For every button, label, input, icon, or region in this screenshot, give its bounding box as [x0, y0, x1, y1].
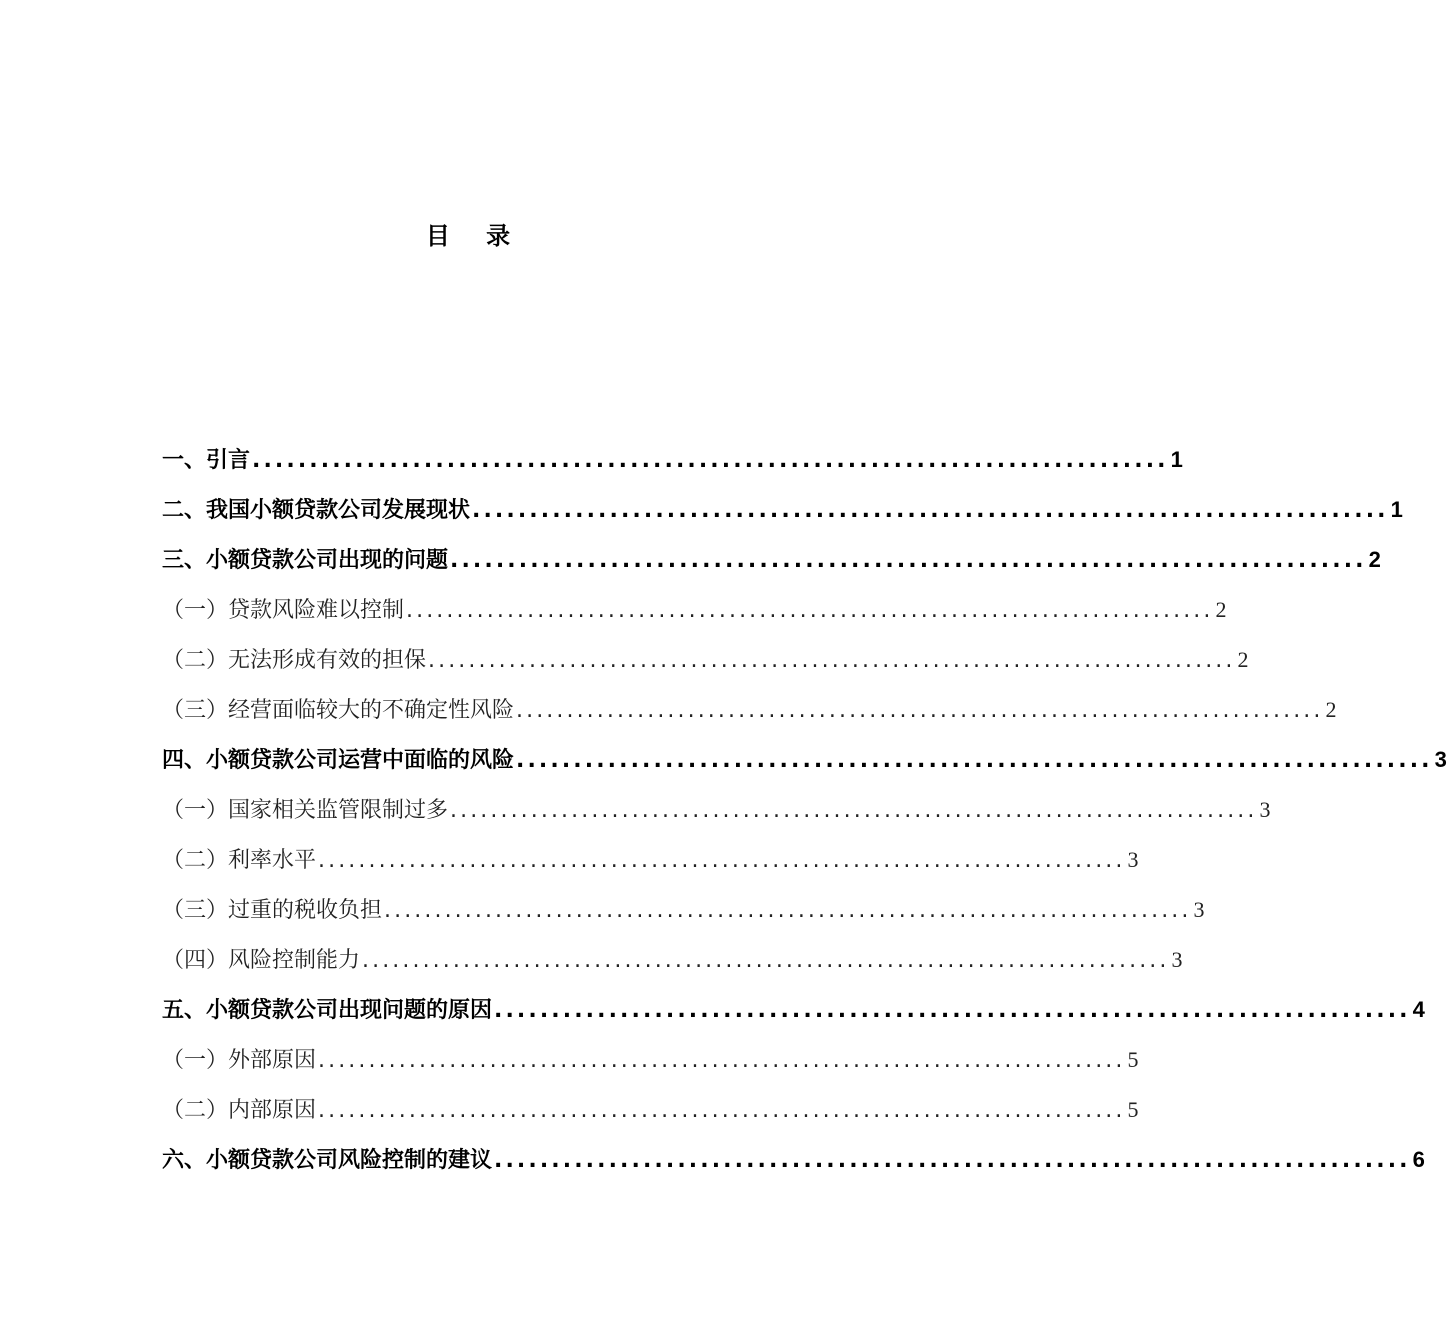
toc-page-number: 2: [1237, 647, 1249, 672]
toc-entry-text: 三、小额贷款公司出现的问题: [162, 548, 449, 573]
toc-entry-text: （一）贷款风险难以控制: [162, 598, 405, 623]
toc-entry-text: （一）外部原因: [162, 1048, 317, 1073]
toc-entry[interactable]: [162, 941, 1183, 991]
toc-entry[interactable]: [162, 1041, 1139, 1091]
toc-entry[interactable]: [162, 1091, 1139, 1141]
toc-entry[interactable]: [162, 641, 1249, 691]
toc-entry[interactable]: [162, 491, 1403, 541]
toc-entry-text: 二、我国小额贷款公司发展现状: [162, 498, 471, 523]
toc-entry-text: 六、小额贷款公司风险控制的建议: [162, 1148, 493, 1173]
toc-page-number: 1: [1390, 497, 1403, 522]
toc-entry[interactable]: [162, 691, 1337, 741]
dot-leader: ................................................................................: [450, 798, 1258, 823]
toc-entry[interactable]: [162, 741, 1447, 791]
toc-entry-text: 一、引言: [162, 448, 251, 473]
toc-page-number: 2: [1325, 697, 1337, 722]
toc-entry-text: 五、小额贷款公司出现问题的原因: [162, 998, 493, 1023]
page-title: 目 录: [425, 222, 525, 250]
dot-leader: ................................................................................: [428, 648, 1236, 673]
toc-page-number: 3: [1193, 897, 1205, 922]
dot-leader: ................................................................................: [494, 1148, 1411, 1173]
toc-entry-text: 四、小额贷款公司运营中面临的风险: [162, 748, 515, 773]
dot-leader: ................................................................................: [318, 848, 1126, 873]
toc-page-number: 1: [1170, 447, 1183, 472]
dot-leader: ................................................................................: [494, 998, 1411, 1023]
toc-entry-text: （二）内部原因: [162, 1098, 317, 1123]
toc-entry-text: （四）风险控制能力: [162, 948, 361, 973]
toc-entry-text: （三）过重的税收负担: [162, 898, 383, 923]
toc-page-number: 5: [1127, 1097, 1139, 1122]
dot-leader: ................................................................................: [384, 898, 1192, 923]
toc-page-number: 3: [1127, 847, 1139, 872]
dot-leader: ................................................................................: [516, 748, 1433, 773]
toc-entry[interactable]: [162, 1141, 1425, 1191]
toc-entry-text: （二）利率水平: [162, 848, 317, 873]
toc-entry[interactable]: [162, 841, 1139, 891]
toc-entry[interactable]: [162, 791, 1271, 841]
toc-page-number: 6: [1412, 1147, 1425, 1172]
toc-page-number: 2: [1215, 597, 1227, 622]
toc-page-number: 2: [1368, 547, 1381, 572]
toc-entry-text: （一）国家相关监管限制过多: [162, 798, 449, 823]
toc-entry[interactable]: [162, 591, 1227, 641]
toc-entry[interactable]: [162, 991, 1425, 1041]
toc-page-number: 3: [1171, 947, 1183, 972]
toc-page-number: 5: [1127, 1047, 1139, 1072]
dot-leader: ................................................................................: [406, 598, 1214, 623]
dot-leader: ................................................................................: [252, 448, 1169, 473]
dot-leader: ................................................................................: [450, 548, 1367, 573]
toc-page-number: 3: [1259, 797, 1271, 822]
toc-page-number: 4: [1412, 997, 1425, 1022]
toc-entry[interactable]: [162, 541, 1381, 591]
dot-leader: ................................................................................: [362, 948, 1170, 973]
dot-leader: ................................................................................: [318, 1098, 1126, 1123]
dot-leader: ................................................................................: [318, 1048, 1126, 1073]
toc-entry[interactable]: [162, 441, 1183, 491]
dot-leader: ................................................................................: [516, 698, 1324, 723]
table-of-contents: [162, 441, 1447, 1191]
toc-entry[interactable]: [162, 891, 1205, 941]
dot-leader: ................................................................................: [472, 498, 1389, 523]
toc-page-number: 3: [1434, 747, 1447, 772]
toc-entry-text: （三）经营面临较大的不确定性风险: [162, 698, 515, 723]
toc-entry-text: （二）无法形成有效的担保: [162, 648, 427, 673]
